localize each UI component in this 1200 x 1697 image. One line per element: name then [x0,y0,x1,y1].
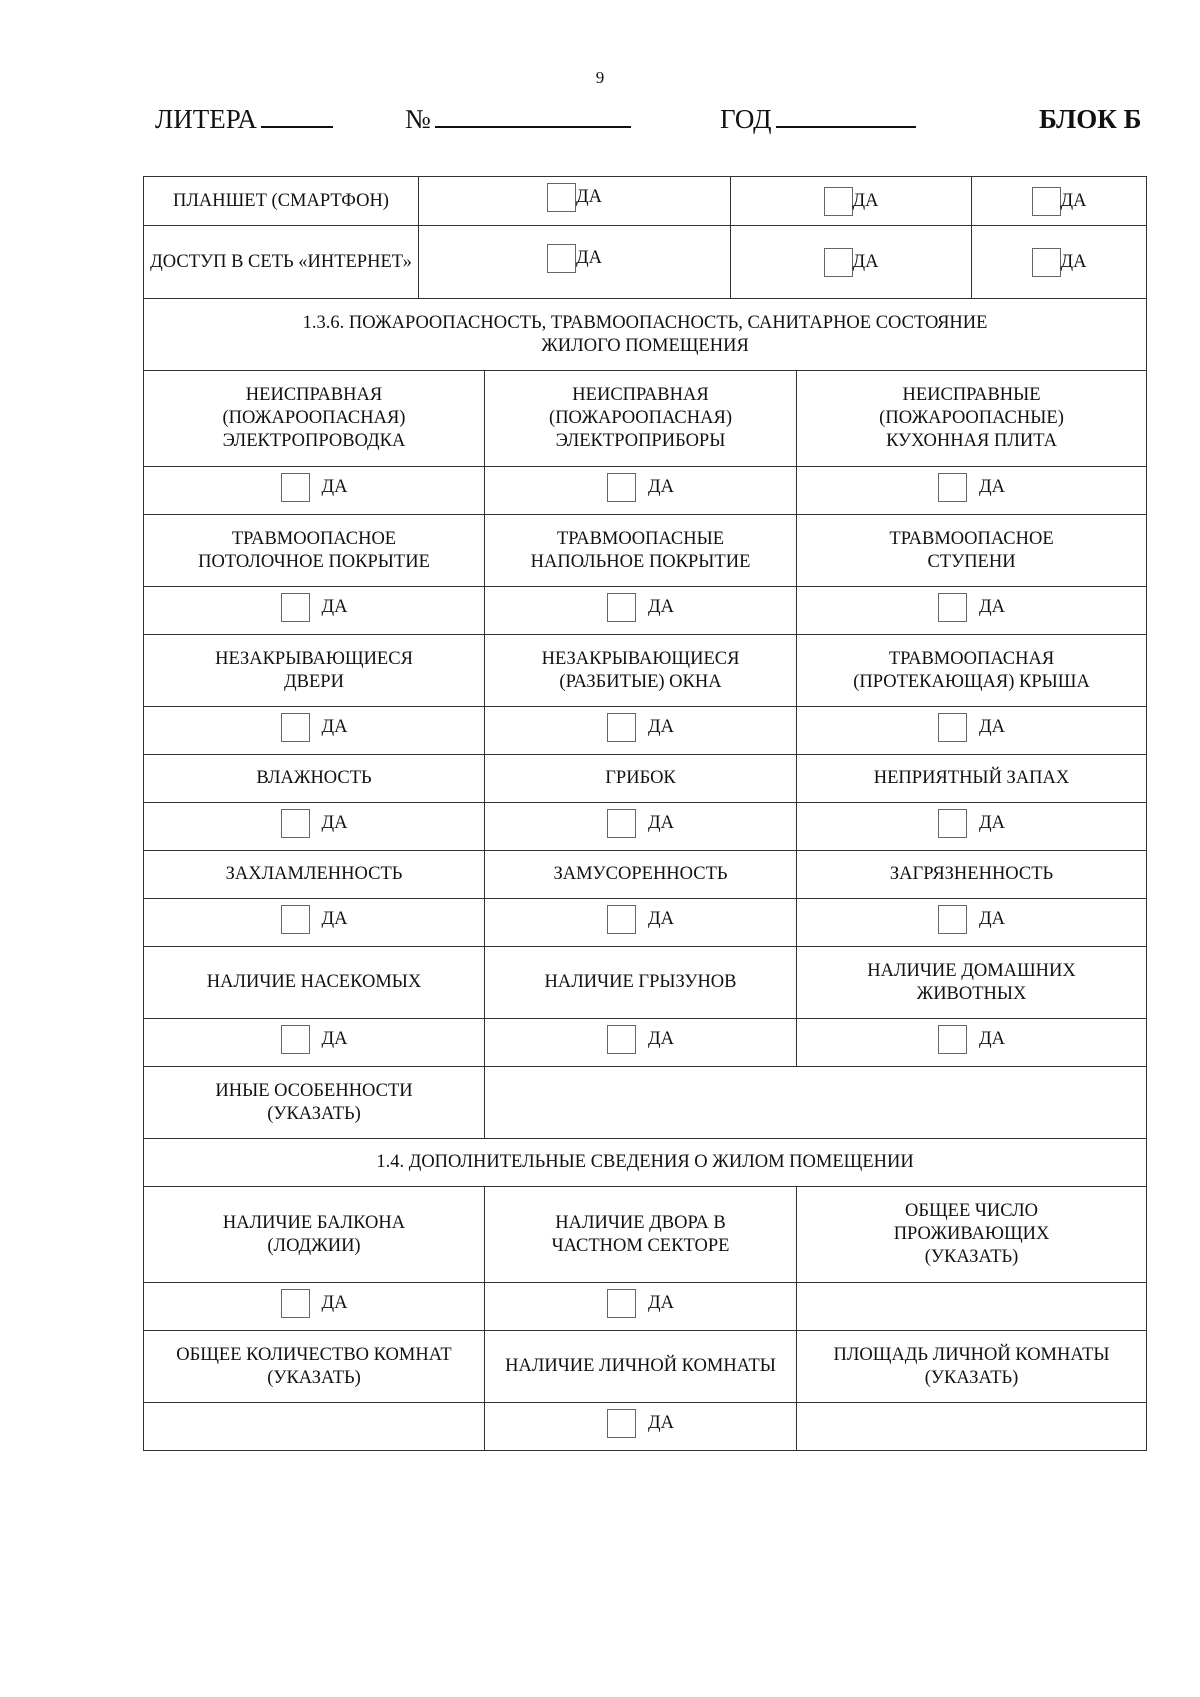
device-option-pair [731,226,1147,299]
yes-label: ДА [321,596,348,617]
checkbox-box[interactable] [607,713,636,742]
device-option [419,177,731,226]
yes-label: ДА [852,190,879,211]
checkbox-box[interactable] [607,593,636,622]
checkbox-box[interactable] [938,713,967,742]
checkbox-box[interactable] [824,187,853,216]
yes-label: ДА [648,908,674,929]
checkbox-box[interactable] [281,593,310,622]
info-label: ПЛОЩАДЬ ЛИЧНОЙ КОМНАТЫ (УКАЗАТЬ) [797,1331,1147,1403]
device-option [419,226,731,299]
page-number: 9 [595,68,605,87]
yes-checkbox[interactable] [607,713,674,742]
yes-label: ДА [648,596,674,617]
hazard-checkbox-row [144,707,1147,755]
yes-checkbox[interactable] [938,593,1005,622]
checkbox-box[interactable] [824,248,853,277]
hazard-label: ТРАВМООПАСНЫЕ НАПОЛЬНОЕ ПОКРЫТИЕ [485,515,797,587]
hazard-label: НЕИСПРАВНАЯ (ПОЖАРООПАСНАЯ) ЭЛЕКТРОПРИБОРЫ [485,371,797,467]
yes-label: ДА [648,716,674,737]
device-option [731,177,972,225]
info-label: НАЛИЧИЕ ДВОРА В ЧАСТНОМ СЕКТОРЕ [485,1187,797,1283]
yes-label: ДА [648,476,674,497]
yes-checkbox[interactable] [938,473,1005,502]
litera-field[interactable] [155,104,333,135]
checkbox-box[interactable] [607,1025,636,1054]
yes-label: ДА [979,1028,1006,1049]
hazard-label: НЕЗАКРЫВАЮЩИЕСЯ (РАЗБИТЫЕ) ОКНА [485,635,797,707]
yes-checkbox[interactable] [547,244,602,273]
hazard-label-row [144,947,1147,1019]
checkbox-box[interactable] [607,473,636,502]
yes-checkbox[interactable] [607,1289,674,1318]
yes-checkbox[interactable] [824,248,879,277]
yes-label: ДА [648,1292,674,1313]
checkbox-box[interactable] [281,809,310,838]
hazard-checkbox-row [144,1019,1147,1067]
hazard-label: НАЛИЧИЕ ГРЫЗУНОВ [485,947,797,1019]
yes-checkbox[interactable] [607,473,674,502]
hazard-label: ЗАГРЯЗНЕННОСТЬ [797,851,1147,899]
section-14-title-row [144,1139,1147,1187]
yes-checkbox[interactable] [938,809,1005,838]
hazard-label-row [144,851,1147,899]
yes-label: ДА [1060,251,1087,272]
yes-label: ДА [576,187,602,207]
year-label: ГОД [720,104,772,134]
yes-checkbox[interactable] [281,593,348,622]
yes-checkbox[interactable] [938,1025,1005,1054]
hazard-label: НАЛИЧИЕ ДОМАШНИХ ЖИВОТНЫХ [797,947,1147,1019]
checkbox-box[interactable] [607,1289,636,1318]
hazard-label: НАЛИЧИЕ НАСЕКОМЫХ [144,947,485,1019]
yes-label: ДА [979,812,1006,833]
checkbox-box[interactable] [547,244,576,273]
yes-checkbox[interactable] [607,905,674,934]
checkbox-box[interactable] [607,905,636,934]
hazard-label-row [144,635,1147,707]
hazard-checkbox-row [144,587,1147,635]
yes-checkbox[interactable] [607,593,674,622]
number-label: № [405,104,431,134]
checkbox-box[interactable] [547,183,576,212]
year-field[interactable] [720,104,916,135]
year-blank[interactable] [776,104,916,128]
device-row-tablet [144,177,1147,226]
checkbox-box[interactable] [281,473,310,502]
other-features-row [144,1067,1147,1139]
hazard-checkbox-row [144,803,1147,851]
yes-checkbox[interactable] [281,1289,348,1318]
block-label: БЛОК Б [1039,104,1142,134]
yes-label: ДА [321,716,348,737]
hazard-label-row [144,371,1147,467]
info-label-row [144,1187,1147,1283]
yes-checkbox[interactable] [281,713,348,742]
info-input-row [144,1403,1147,1451]
checkbox-box[interactable] [281,1025,310,1054]
yes-checkbox[interactable] [607,1409,674,1438]
yes-label: ДА [321,1292,348,1313]
device-option [972,177,1146,225]
yes-checkbox[interactable] [938,905,1005,934]
info-label: ОБЩЕЕ КОЛИЧЕСТВО КОМНАТ (УКАЗАТЬ) [144,1331,485,1403]
yes-label: ДА [979,908,1006,929]
checkbox-box[interactable] [281,1289,310,1318]
yes-checkbox[interactable] [547,183,602,212]
yes-label: ДА [576,248,602,268]
hazard-label: ГРИБОК [485,755,797,803]
info-label: ОБЩЕЕ ЧИСЛО ПРОЖИВАЮЩИХ (УКАЗАТЬ) [797,1187,1147,1283]
yes-checkbox[interactable] [824,187,879,216]
yes-label: ДА [321,1028,348,1049]
yes-label: ДА [321,812,348,833]
section-title: 1.3.6. ПОЖАРООПАСНОСТЬ, ТРАВМООПАСНОСТЬ, САНИТАРНОЕ СОСТОЯНИЕ ЖИЛОГО ПОМЕЩЕНИЯ [144,299,1147,371]
litera-blank[interactable] [261,104,333,128]
checkbox-box[interactable] [938,809,967,838]
checkbox-box[interactable] [281,713,310,742]
yes-checkbox[interactable] [281,1025,348,1054]
yes-checkbox[interactable] [607,809,674,838]
residents-count-input[interactable] [797,1283,1147,1331]
hazard-label-row [144,515,1147,587]
yes-checkbox[interactable] [281,809,348,838]
yes-label: ДА [979,596,1006,617]
yes-checkbox[interactable] [281,905,348,934]
hazard-label: НЕИСПРАВНАЯ (ПОЖАРООПАСНАЯ) ЭЛЕКТРОПРОВОДКА [144,371,485,467]
yes-label: ДА [648,1412,674,1433]
device-row-internet [144,226,1147,299]
checkbox-box[interactable] [281,905,310,934]
hazard-label: НЕИСПРАВНЫЕ (ПОЖАРООПАСНЫЕ) КУХОННАЯ ПЛИТА [797,371,1147,467]
hazard-checkbox-row [144,467,1147,515]
yes-label: ДА [648,1028,674,1049]
room-area-input[interactable] [797,1403,1147,1451]
device-option [972,226,1146,298]
checkbox-box[interactable] [938,905,967,934]
device-option [731,226,972,298]
section-title: 1.4. ДОПОЛНИТЕЛЬНЫЕ СВЕДЕНИЯ О ЖИЛОМ ПОМЕЩЕНИИ [144,1139,1147,1187]
info-label: НАЛИЧИЕ ЛИЧНОЙ КОМНАТЫ [485,1331,797,1403]
yes-checkbox[interactable] [938,713,1005,742]
yes-label: ДА [648,812,674,833]
info-input-row [144,1283,1147,1331]
hazard-label: ТРАВМООПАСНОЕ ПОТОЛОЧНОЕ ПОКРЫТИЕ [144,515,485,587]
info-label: НАЛИЧИЕ БАЛКОНА (ЛОДЖИИ) [144,1187,485,1283]
checkbox-box[interactable] [1032,248,1061,277]
yes-label: ДА [1060,190,1087,211]
hazard-label: ЗАХЛАМЛЕННОСТЬ [144,851,485,899]
yes-checkbox[interactable] [1032,187,1087,216]
checkbox-box[interactable] [938,593,967,622]
yes-label: ДА [852,251,879,272]
yes-label: ДА [321,476,348,497]
other-features-input[interactable] [485,1067,1147,1139]
rooms-count-input[interactable] [144,1403,485,1451]
litera-label: ЛИТЕРА [155,104,257,134]
survey-form-table [143,176,1147,1451]
checkbox-box[interactable] [607,1409,636,1438]
checkbox-box[interactable] [938,1025,967,1054]
number-blank[interactable] [435,104,631,128]
hazard-label: ВЛАЖНОСТЬ [144,755,485,803]
hazard-label: НЕПРИЯТНЫЙ ЗАПАХ [797,755,1147,803]
yes-label: ДА [979,476,1006,497]
hazard-checkbox-row [144,899,1147,947]
info-label-row [144,1331,1147,1403]
number-field[interactable] [405,104,631,135]
section-136-title-row [144,299,1147,371]
yes-checkbox[interactable] [281,473,348,502]
checkbox-box[interactable] [938,473,967,502]
yes-label: ДА [321,908,348,929]
hazard-label: ЗАМУСОРЕННОСТЬ [485,851,797,899]
hazard-label: ТРАВМООПАСНОЕ СТУПЕНИ [797,515,1147,587]
hazard-label: НЕЗАКРЫВАЮЩИЕСЯ ДВЕРИ [144,635,485,707]
device-label: ДОСТУП В СЕТЬ «ИНТЕРНЕТ» [144,226,419,299]
yes-checkbox[interactable] [607,1025,674,1054]
checkbox-box[interactable] [607,809,636,838]
hazard-label-row [144,755,1147,803]
device-label: ПЛАНШЕТ (СМАРТФОН) [144,177,419,226]
hazard-label: ТРАВМООПАСНАЯ (ПРОТЕКАЮЩАЯ) КРЫША [797,635,1147,707]
yes-checkbox[interactable] [1032,248,1087,277]
yes-label: ДА [979,716,1006,737]
checkbox-box[interactable] [1032,187,1061,216]
other-features-label: ИНЫЕ ОСОБЕННОСТИ (УКАЗАТЬ) [144,1067,485,1139]
device-option-pair [731,177,1147,226]
